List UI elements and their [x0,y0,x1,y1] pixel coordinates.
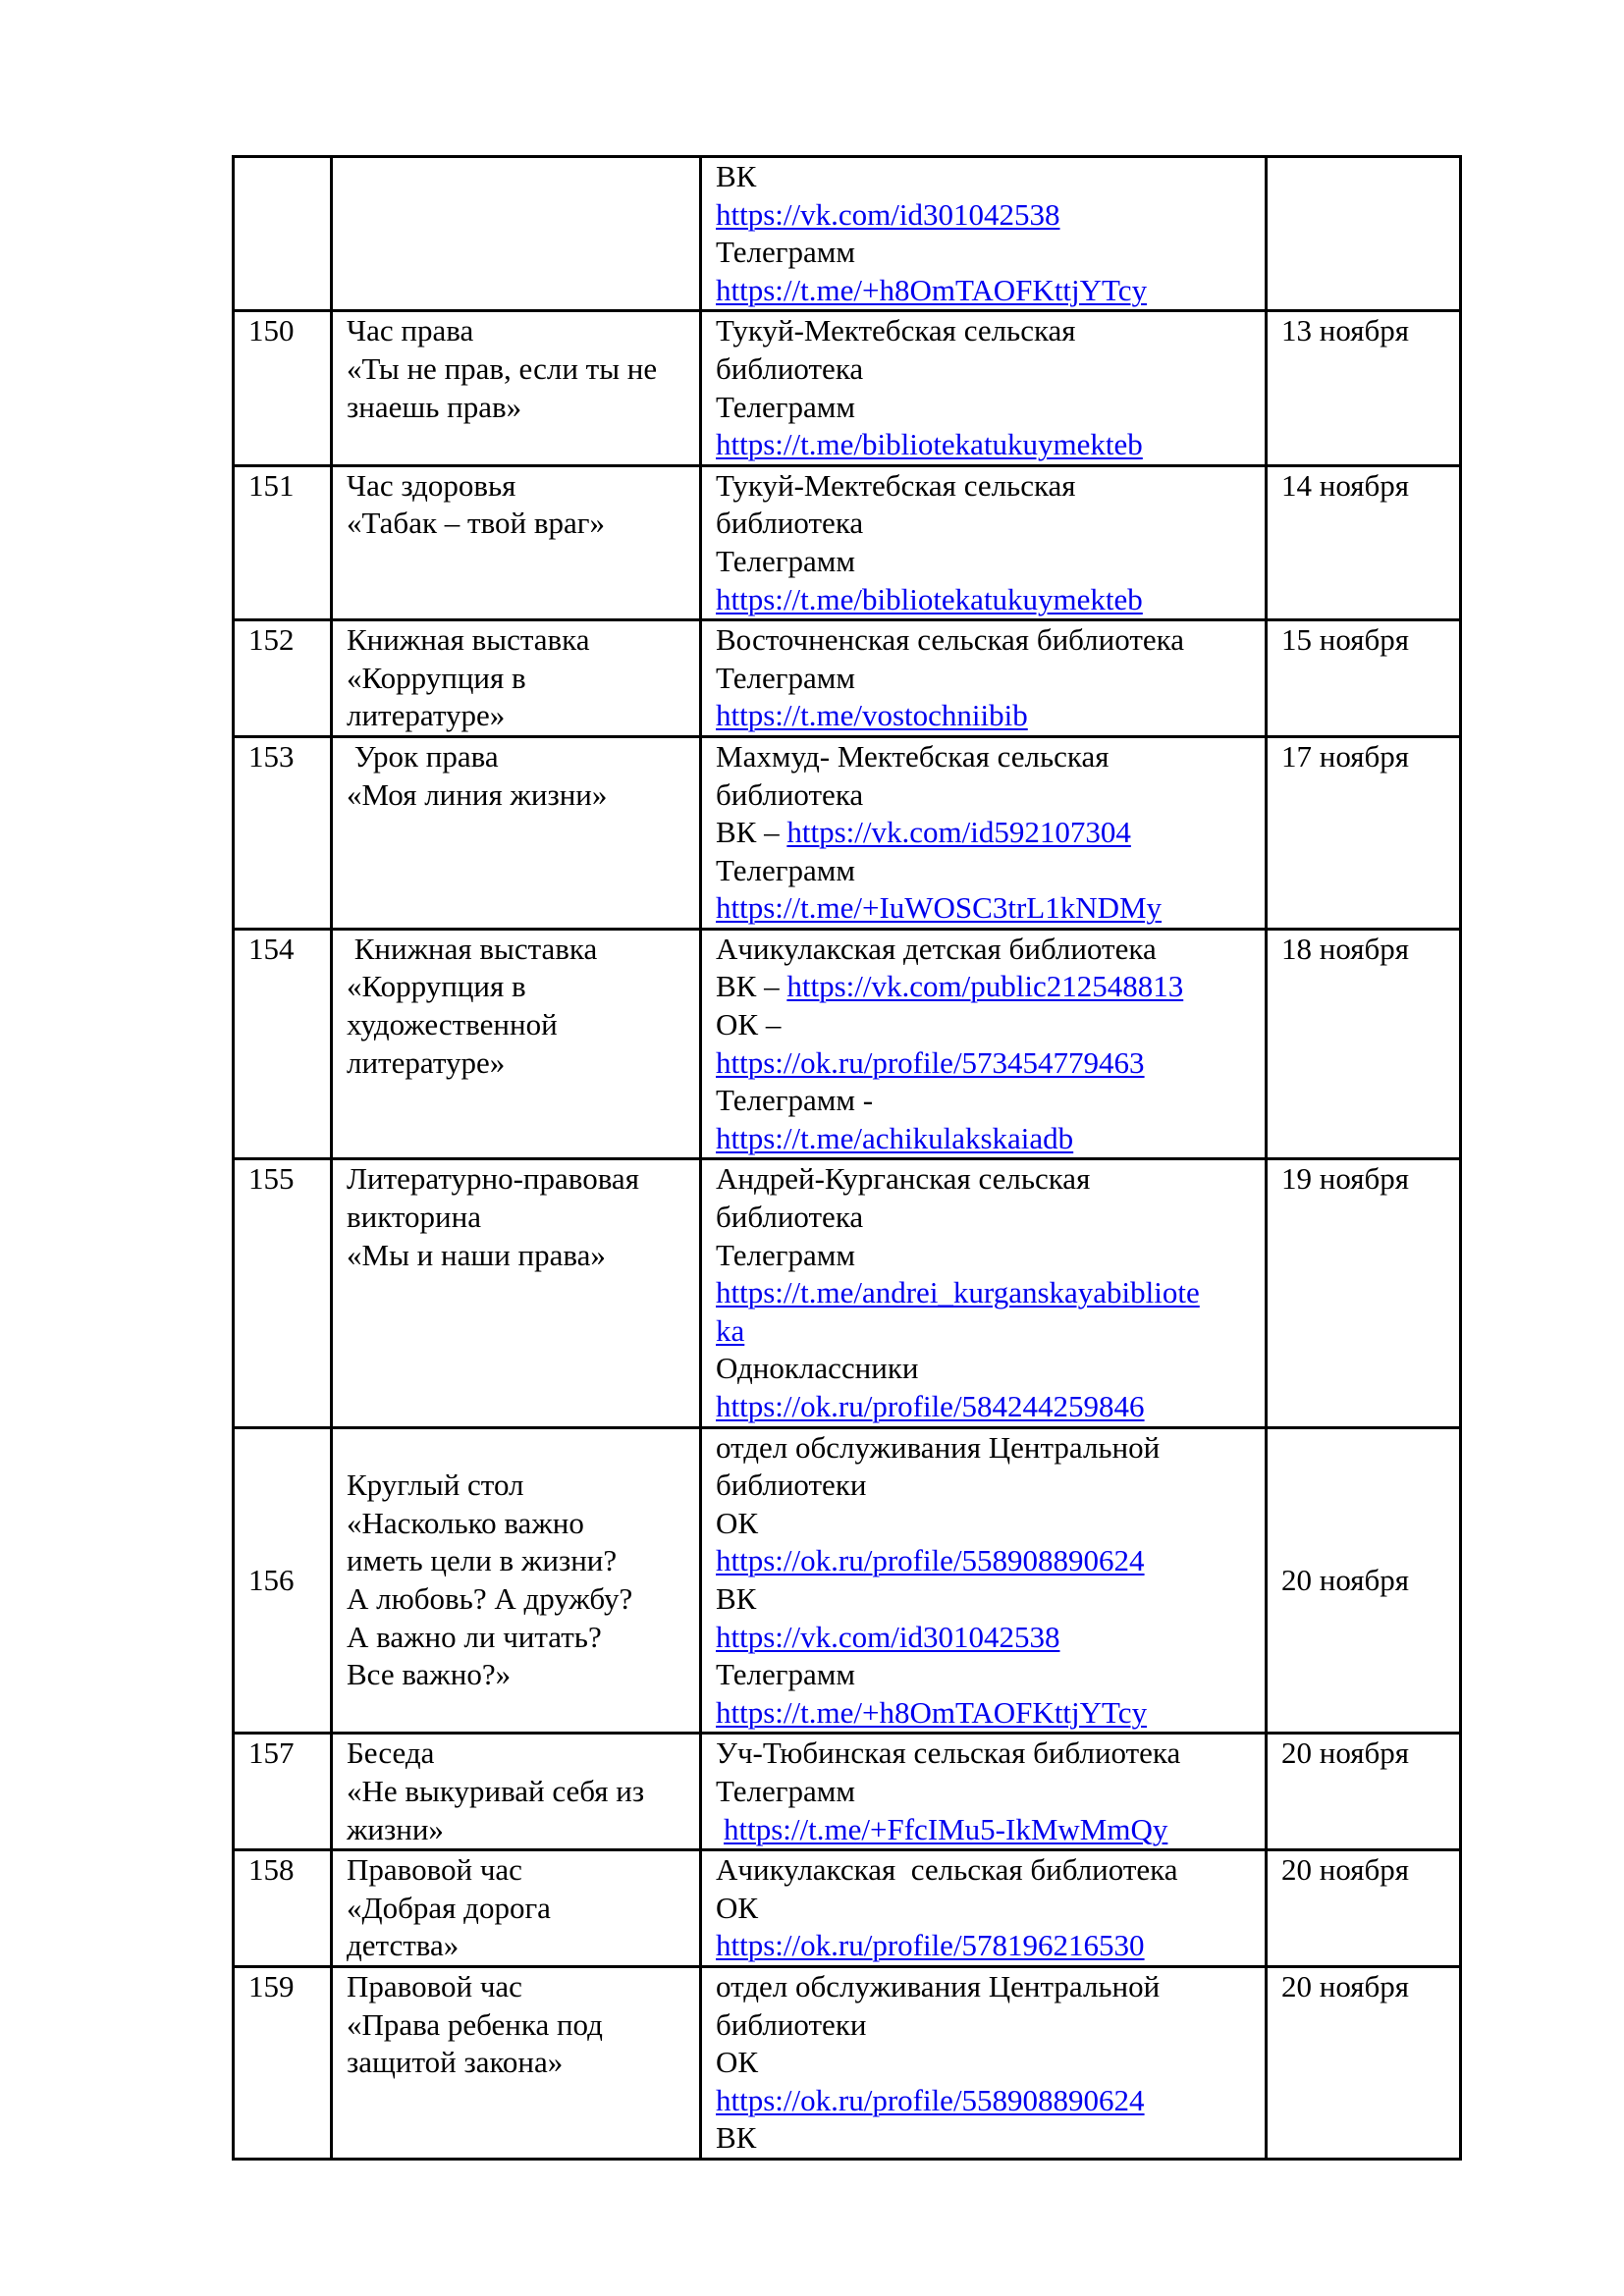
event-title-line: «Коррупция в [347,660,526,695]
venue-text: Уч-Тюбинская сельская библиотека [716,1735,1181,1771]
venue-social-line [716,814,1257,852]
venue-link-line [716,1274,1257,1312]
event-date: 20 ноября [1267,1427,1461,1734]
event-title-line: литературе» [347,1044,506,1080]
venue-cell [701,1734,1267,1850]
event-title-line: детства» [347,1928,460,1963]
event-title-line: иметь цели в жизни? [347,1543,618,1578]
venue-link[interactable]: https://ok.ru/profile/573454779463 [716,1044,1145,1080]
venue-link-line [716,1120,1257,1158]
event-cell [332,736,701,929]
venue-text: Телеграмм [716,1773,855,1808]
event-title-line: художественной [347,1007,558,1042]
event-title-line: «Ты не прав, если ты не [347,350,658,386]
event-date: 14 ноября [1267,465,1461,619]
venue-text: Телеграмм [716,543,855,578]
event-date: 20 ноября [1267,1850,1461,1967]
venue-text: Телеграмм [716,1657,855,1692]
row-number: 155 [234,1159,332,1427]
event-title-line: «Не выкуривай себя из [347,1773,645,1808]
event-type: Час здоровья [347,467,516,503]
venue-text: Тукуй-Мектебская сельская [716,313,1076,348]
event-title-line: «Мы и наши права» [347,1237,606,1272]
event-type: Книжная выставка [347,622,590,658]
venue-text: ВК [716,2120,757,2156]
venue-cell [701,311,1267,465]
venue-text: отдел обслуживания Центральной [716,1968,1161,2003]
venue-text: Телеграмм [716,389,855,424]
event-title-line: А любовь? А дружбу? [347,1580,633,1616]
venue-link[interactable]: https://t.me/+h8OmTAOFKttjYTcy [716,272,1148,307]
event-cell [332,311,701,465]
event-title-line: «Добрая дорога [347,1890,551,1925]
event-date [1267,157,1461,311]
venue-text: ОК [716,2045,759,2080]
venue-text: Телеграмм [716,660,855,695]
venue-text: Ачикулакская детская библиотека [716,931,1157,966]
venue-text: Телеграмм - [716,1083,874,1118]
venue-text: библиотека [716,1200,864,1235]
venue-link-line [716,272,1257,310]
venue-link[interactable]: https://ok.ru/profile/558908890624 [716,2082,1145,2117]
event-type: Книжная выставка [347,931,598,966]
venue-link[interactable]: https://ok.ru/profile/558908890624 [716,1543,1145,1578]
event-type: Правовой час [347,1852,522,1888]
venue-text: Андрей-Курганская сельская [716,1161,1091,1197]
table-row [234,1159,1461,1427]
venue-text: ОК [716,1890,759,1925]
event-cell [332,1427,701,1734]
event-cell [332,1734,701,1850]
table-row [234,157,1461,311]
venue-link[interactable]: https://t.me/vostochniibib [716,698,1028,733]
event-date: 15 ноября [1267,620,1461,737]
event-cell [332,929,701,1159]
table-row [234,1734,1461,1850]
event-type: Круглый стол [347,1468,524,1503]
row-number: 156 [234,1427,332,1734]
row-number: 158 [234,1850,332,1967]
social-prefix: ВК – [716,969,787,1004]
venue-text: ВК [716,159,757,193]
venue-link[interactable]: https://vk.com/public212548813 [786,969,1184,1004]
venue-link[interactable]: https://t.me/+IuWOSC3trL1kNDMy [716,890,1163,926]
venue-link-line [716,1927,1257,1965]
event-title-line: «Табак – твой враг» [347,506,605,541]
venue-text: библиотеки [716,1468,867,1503]
event-type: Урок права [347,738,499,774]
event-title-line: Все важно?» [347,1657,512,1692]
venue-cell [701,1966,1267,2159]
venue-link-line [716,1044,1257,1083]
table-row [234,1966,1461,2159]
venue-text: отдел обслуживания Центральной [716,1429,1161,1465]
venue-link[interactable]: https://vk.com/id301042538 [716,1619,1060,1654]
venue-text: Восточненская сельская библиотека [716,622,1184,658]
row-number: 159 [234,1966,332,2159]
venue-link[interactable]: https://t.me/bibliotekatukuymekteb [716,427,1143,462]
venue-text: ОК – [716,1007,782,1042]
venue-link[interactable]: https://t.me/+h8OmTAOFKttjYTcy [716,1694,1148,1730]
event-title-line: А важно ли читать? [347,1619,602,1654]
venue-text: ВК [716,1580,757,1616]
event-date: 20 ноября [1267,1966,1461,2159]
row-number: 157 [234,1734,332,1850]
venue-link-line [716,196,1257,235]
venue-link[interactable]: https://t.me/andrei_kurganskayabibliote [716,1275,1200,1310]
venue-cell [701,1159,1267,1427]
table-row [234,620,1461,737]
events-table [232,155,1462,2161]
venue-cell [701,1427,1267,1734]
row-number: 152 [234,620,332,737]
venue-link[interactable]: https://ok.ru/profile/578196216530 [716,1928,1145,1963]
venue-link-line [716,697,1257,735]
event-title-line: «Моя линия жизни» [347,776,608,812]
event-cell [332,1850,701,1967]
venue-cell [701,157,1267,311]
venue-cell [701,929,1267,1159]
venue-text: Ачикулакская сельская библиотека [716,1852,1178,1888]
venue-link-line [716,1542,1257,1580]
venue-text: Махмуд- Мектебская сельская [716,738,1110,774]
venue-cell [701,736,1267,929]
venue-link[interactable]: ka [716,1312,745,1348]
row-number: 150 [234,311,332,465]
event-cell [332,620,701,737]
venue-link-line [716,889,1257,928]
venue-link-line [716,2082,1257,2120]
venue-text: библиотека [716,506,864,541]
venue-link[interactable]: https://ok.ru/profile/584244259846 [716,1389,1145,1423]
venue-text: Телеграмм [716,1237,855,1272]
social-prefix: ВК – [716,815,787,850]
venue-social-line [716,968,1257,1006]
events-table-body [234,157,1461,2160]
row-number: 154 [234,929,332,1159]
venue-text: библиотека [716,776,864,812]
event-title-line: «Права ребенка под [347,2006,603,2042]
venue-link-line [716,581,1257,619]
venue-link[interactable]: https://vk.com/id301042538 [716,196,1060,232]
event-cell [332,465,701,619]
row-number: 151 [234,465,332,619]
event-type: Правовой час [347,1968,522,2003]
venue-link-line [716,426,1257,464]
event-title-line: «Коррупция в [347,969,526,1004]
table-row [234,736,1461,929]
venue-text: библиотеки [716,2006,867,2042]
event-date: 13 ноября [1267,311,1461,465]
table-row [234,1427,1461,1734]
event-cell [332,1966,701,2159]
venue-text: Тукуй-Мектебская сельская [716,467,1076,503]
event-type: Час права [347,313,474,348]
venue-cell [701,465,1267,619]
row-number: 153 [234,736,332,929]
event-type: Беседа [347,1735,435,1771]
table-row [234,311,1461,465]
event-date: 17 ноября [1267,736,1461,929]
venue-link-line [716,1312,1257,1351]
event-cell [332,1159,701,1427]
venue-cell [701,620,1267,737]
venue-text: Телеграмм [716,235,855,270]
event-date: 19 ноября [1267,1159,1461,1427]
event-title-line: знаешь прав» [347,389,522,424]
row-number [234,157,332,311]
event-title-line: викторина [347,1200,481,1235]
venue-link-line [716,1388,1257,1426]
event-title-line: жизни» [347,1811,444,1846]
venue-link[interactable]: https://vk.com/id592107304 [786,815,1131,850]
venue-text: библиотека [716,350,864,386]
venue-text: Телеграмм [716,852,855,887]
venue-link-line [716,1619,1257,1657]
table-row [234,1850,1461,1967]
event-title-line: защитой закона» [347,2045,564,2080]
venue-link[interactable]: https://t.me/achikulakskaiadb [716,1120,1074,1155]
event-date: 18 ноября [1267,929,1461,1159]
venue-cell [701,1850,1267,1967]
table-row [234,929,1461,1159]
table-row [234,465,1461,619]
venue-link-line [716,1694,1257,1733]
event-date: 20 ноября [1267,1734,1461,1850]
event-type: Литературно-правовая [347,1161,639,1197]
venue-link-line [716,1811,1257,1849]
event-title-line: литературе» [347,698,506,733]
venue-text: ОК [716,1505,759,1540]
venue-text: Одноклассники [716,1351,919,1386]
event-title-line: «Насколько важно [347,1505,584,1540]
venue-link[interactable]: https://t.me/+FfcIMu5-IkMwMmQy [724,1811,1168,1846]
event-cell [332,157,701,311]
venue-link[interactable]: https://t.me/bibliotekatukuymekteb [716,581,1143,616]
